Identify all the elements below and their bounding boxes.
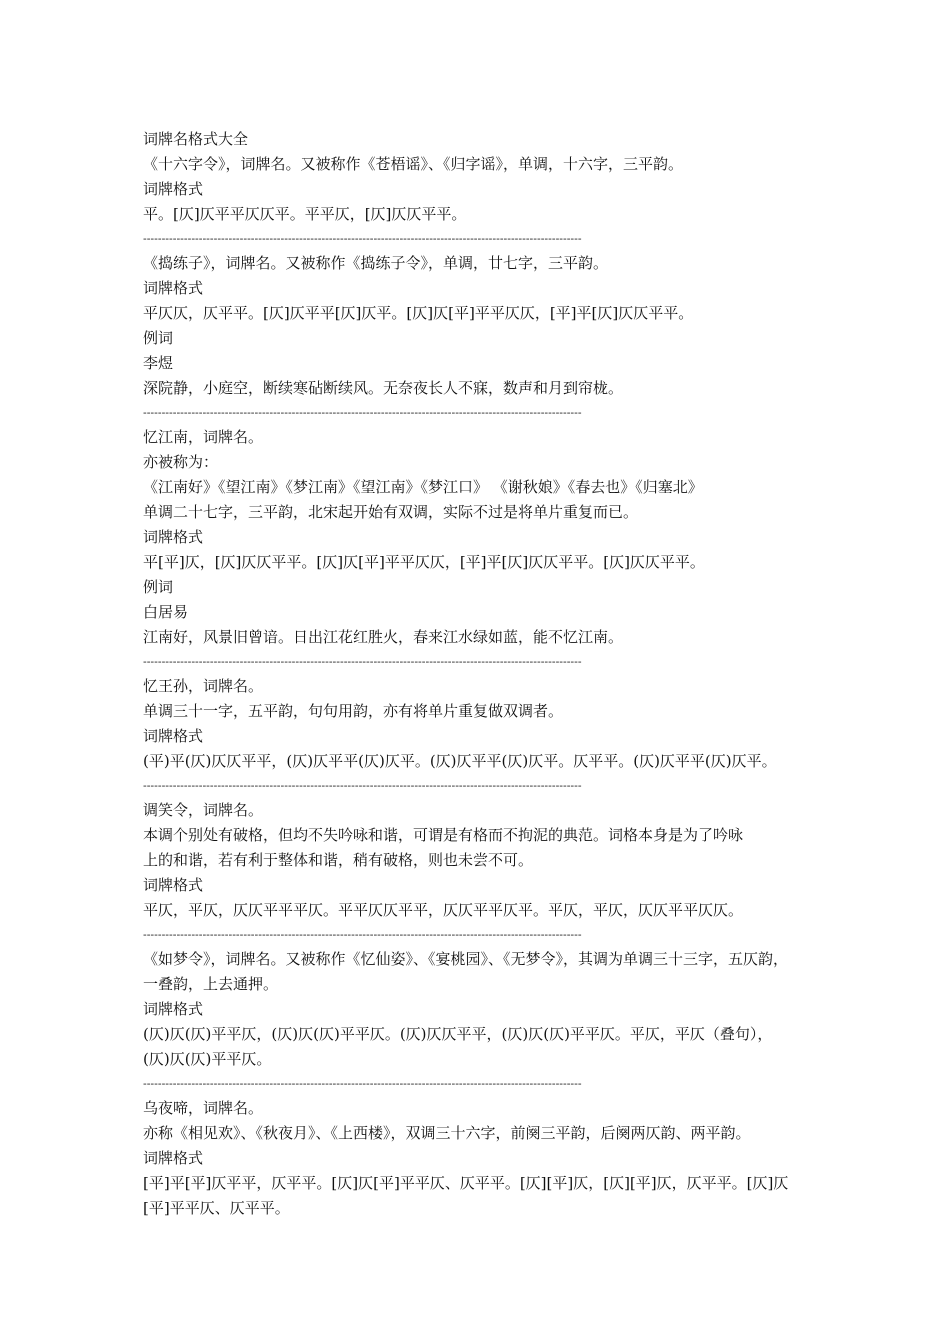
section-rumengling — [143, 947, 833, 1072]
document-title: 词牌名格式大全 — [143, 130, 249, 148]
document-page — [143, 127, 833, 1221]
separator-line: ---------------------------------------------------------------------------------------------------------------------- — [143, 406, 582, 419]
separator-line: ---------------------------------------------------------------------------------------------------------------------- — [143, 928, 582, 941]
section-intro: 《捣练子》，词牌名。又被称作《捣练子令》，单调，廿七字，三平韵。 — [143, 254, 609, 272]
format-pattern: 平[平]仄，[仄]仄仄平平。[仄]仄[平]平平仄仄，[平]平[仄]仄仄平平。[仄]仄仄平平。 — [143, 553, 705, 571]
example-text: 深院静，小庭空，断续寒砧断续风。无奈夜长人不寐，数声和月到帘栊。 — [143, 379, 624, 397]
format-heading: 词牌格式 — [143, 528, 204, 546]
section-intro: 忆江南，词牌名。 — [143, 428, 264, 446]
format-pattern: [平]平[平]仄平平，仄平平。[仄]仄[平]平平仄、仄平平。[仄][平]仄，[仄][平]仄，仄平平。[仄]仄 — [143, 1174, 789, 1192]
section-intro: 忆王孙，词牌名。 — [143, 677, 264, 695]
format-pattern: 平仄，平仄，仄仄平平平仄。平平仄仄平平，仄仄平平仄平。平仄，平仄，仄仄平平仄仄。 — [143, 901, 744, 919]
separator-line: ---------------------------------------------------------------------------------------------------------------------- — [143, 1077, 582, 1090]
format-heading: 词牌格式 — [143, 876, 204, 894]
format-pattern: (平)平(仄)仄仄平平，(仄)仄平平(仄)仄平。(仄)仄平平(仄)仄平。仄平平。(仄)仄平平(仄)仄平。 — [143, 752, 777, 770]
section-shiliuziling — [143, 152, 833, 227]
section-yiwangsun — [143, 674, 833, 774]
example-heading: 例词 — [143, 578, 174, 596]
section-description: 本调个别处有破格，但均不失吟咏和谐，可谓是有格而不拘泥的典范。词格本身是为了吟咏 — [143, 826, 744, 844]
format-heading: 词牌格式 — [143, 279, 204, 297]
format-pattern: 平。[仄]仄平平仄仄平。平平仄，[仄]仄仄平平。 — [143, 205, 467, 223]
format-heading: 词牌格式 — [143, 1149, 204, 1167]
example-text: 江南好，风景旧曾谙。日出江花红胜火，春来江水绿如蓝，能不忆江南。 — [143, 628, 624, 646]
format-pattern: 平仄仄，仄平平。[仄]仄平平[仄]仄平。[仄]仄[平]平平仄仄，[平]平[仄]仄仄平平。 — [143, 304, 694, 322]
separator-line: ---------------------------------------------------------------------------------------------------------------------- — [143, 655, 582, 668]
section-intro: 《如梦令》，词牌名。又被称作《忆仙姿》、《宴桃园》、《无梦令》，其调为单调三十三字，五仄韵， — [143, 950, 789, 968]
example-author: 白居易 — [143, 603, 189, 621]
section-intro: 调笑令，词牌名。 — [143, 801, 264, 819]
section-intro-cont: 一叠韵，上去通押。 — [143, 975, 279, 993]
format-heading: 词牌格式 — [143, 180, 204, 198]
section-description: 单调三十一字，五平韵，句句用韵，亦有将单片重复做双调者。 — [143, 702, 564, 720]
format-heading: 词牌格式 — [143, 727, 204, 745]
section-intro: 乌夜啼，词牌名。 — [143, 1099, 264, 1117]
alias-list: 《江南好》《望江南》《梦江南》《望江南》《梦江口》 《谢秋娘》《春去也》《归塞北》 — [143, 478, 703, 496]
section-yijiangnan — [143, 425, 833, 650]
section-wuyeti — [143, 1096, 833, 1221]
alias-heading: 亦被称为： — [143, 453, 219, 471]
format-pattern-cont: [平]平平仄、仄平平。 — [143, 1199, 290, 1217]
format-heading: 词牌格式 — [143, 1000, 204, 1018]
section-intro: 《十六字令》，词牌名。又被称作《苍梧谣》、《归字谣》，单调，十六字，三平韵。 — [143, 155, 684, 173]
section-description: 亦称《相见欢》、《秋夜月》、《上西楼》，双调三十六字，前阕三平韵，后阕两仄韵、两平韵。 — [143, 1124, 751, 1142]
section-description: 单调二十七字，三平韵，北宋起开始有双调，实际不过是将单片重复而已。 — [143, 503, 639, 521]
section-tiaoxiaoling — [143, 798, 833, 923]
format-pattern-cont: (仄)仄(仄)平平仄。 — [143, 1050, 272, 1068]
separator-line: ---------------------------------------------------------------------------------------------------------------------- — [143, 779, 582, 792]
section-description-cont: 上的和谐，若有利于整体和谐，稍有破格，则也未尝不可。 — [143, 851, 534, 869]
example-author: 李煜 — [143, 354, 174, 372]
example-heading: 例词 — [143, 329, 174, 347]
format-pattern: (仄)仄(仄)平平仄，(仄)仄(仄)平平仄。(仄)仄仄平平，(仄)仄(仄)平平仄。平仄，平仄（叠句）， — [143, 1025, 773, 1043]
section-daolianzi — [143, 251, 833, 401]
separator-line: ---------------------------------------------------------------------------------------------------------------------- — [143, 232, 582, 245]
